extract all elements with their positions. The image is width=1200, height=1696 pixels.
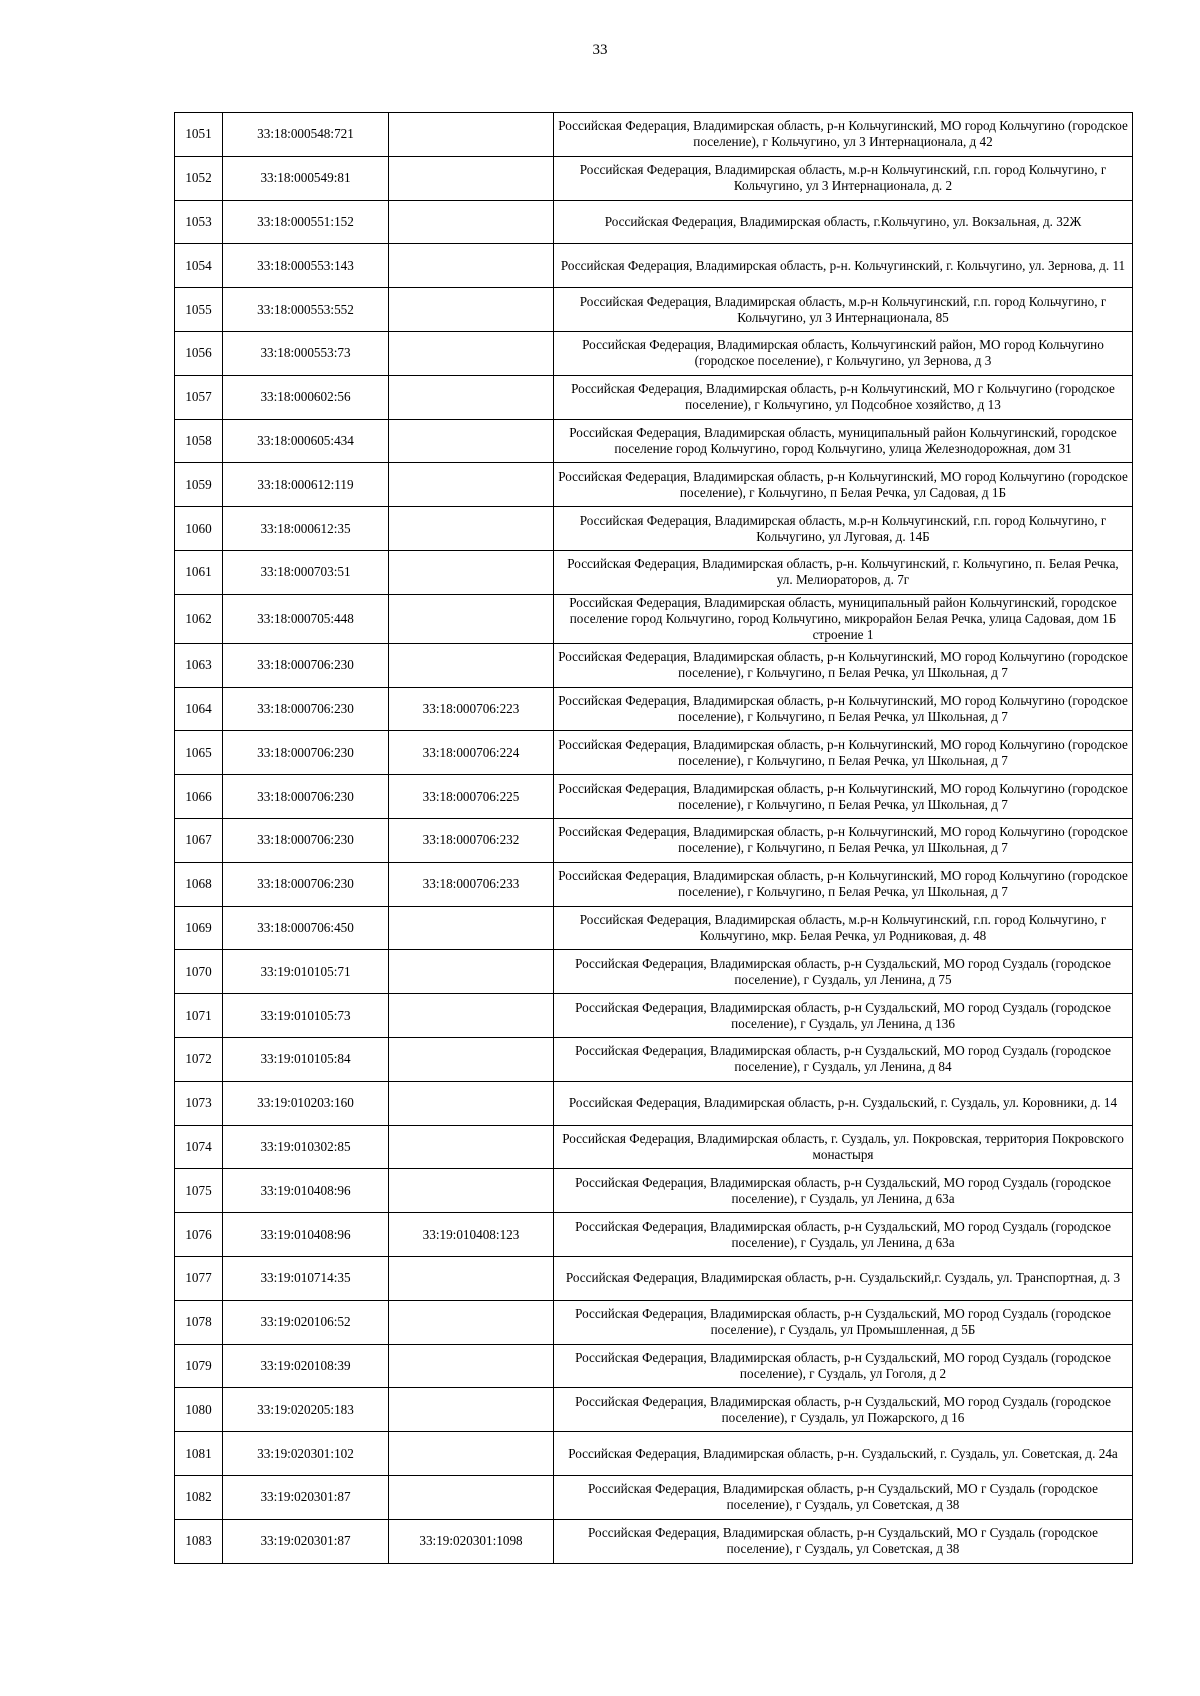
address-cell: Российская Федерация, Владимирская область, м.р-н Кольчугинский, г.п. город Кольчугино, г Кольчугино, мкр. Белая Речка, ул Родниковая, д. 48 bbox=[554, 906, 1133, 950]
cadastral-number-cell: 33:18:000548:721 bbox=[223, 113, 389, 157]
table-row bbox=[175, 113, 1133, 157]
table-row bbox=[175, 1519, 1133, 1563]
table-row bbox=[175, 731, 1133, 775]
registry-table-body bbox=[175, 113, 1133, 1564]
registry-table bbox=[174, 112, 1133, 1564]
table-row bbox=[175, 1256, 1133, 1300]
table-row bbox=[175, 331, 1133, 375]
row-number-cell: 1060 bbox=[175, 507, 223, 551]
address-cell: Российская Федерация, Владимирская область, Кольчугинский район, МО город Кольчугино (городское поселение), г Кольчугино, ул Зернова, д 3 bbox=[554, 331, 1133, 375]
related-cadastral-number-cell bbox=[389, 1475, 554, 1519]
related-cadastral-number-cell bbox=[389, 113, 554, 157]
related-cadastral-number-cell bbox=[389, 994, 554, 1038]
row-number-cell: 1075 bbox=[175, 1169, 223, 1213]
related-cadastral-number-cell: 33:18:000706:232 bbox=[389, 818, 554, 862]
address-cell: Российская Федерация, Владимирская область, р-н. Кольчугинский, г. Кольчугино, п. Белая Речка, ул. Мелиораторов, д. 7г bbox=[554, 550, 1133, 594]
related-cadastral-number-cell: 33:18:000706:224 bbox=[389, 731, 554, 775]
row-number-cell: 1083 bbox=[175, 1519, 223, 1563]
address-cell: Российская Федерация, Владимирская область, р-н Суздальский, МО город Суздаль (городское поселение), г Суздаль, ул Ленина, д 63а bbox=[554, 1169, 1133, 1213]
table-row bbox=[175, 1432, 1133, 1476]
address-cell: Российская Федерация, Владимирская область, м.р-н Кольчугинский, г.п. город Кольчугино, г Кольчугино, ул 3 Интернационала, 85 bbox=[554, 288, 1133, 332]
cadastral-number-cell: 33:18:000551:152 bbox=[223, 200, 389, 244]
related-cadastral-number-cell bbox=[389, 1344, 554, 1388]
address-cell: Российская Федерация, Владимирская область, р-н Суздальский, МО город Суздаль (городское поселение), г Суздаль, ул Промышленная, д 5Б bbox=[554, 1300, 1133, 1344]
related-cadastral-number-cell bbox=[389, 507, 554, 551]
related-cadastral-number-cell bbox=[389, 200, 554, 244]
related-cadastral-number-cell: 33:19:010408:123 bbox=[389, 1213, 554, 1257]
cadastral-number-cell: 33:18:000605:434 bbox=[223, 419, 389, 463]
cadastral-number-cell: 33:19:010105:73 bbox=[223, 994, 389, 1038]
cadastral-number-cell: 33:18:000706:230 bbox=[223, 643, 389, 687]
row-number-cell: 1055 bbox=[175, 288, 223, 332]
cadastral-number-cell: 33:18:000706:450 bbox=[223, 906, 389, 950]
related-cadastral-number-cell bbox=[389, 1388, 554, 1432]
row-number-cell: 1081 bbox=[175, 1432, 223, 1476]
row-number-cell: 1059 bbox=[175, 463, 223, 507]
address-cell: Российская Федерация, Владимирская область, р-н Кольчугинский, МО город Кольчугино (городское поселение), г Кольчугино, п Белая Речка, ул Школьная, д 7 bbox=[554, 643, 1133, 687]
row-number-cell: 1062 bbox=[175, 594, 223, 643]
row-number-cell: 1063 bbox=[175, 643, 223, 687]
related-cadastral-number-cell bbox=[389, 419, 554, 463]
address-cell: Российская Федерация, Владимирская область, р-н Суздальский, МО город Суздаль (городское поселение), г Суздаль, ул Ленина, д 84 bbox=[554, 1037, 1133, 1081]
table-row bbox=[175, 288, 1133, 332]
cadastral-number-cell: 33:18:000706:230 bbox=[223, 862, 389, 906]
address-cell: Российская Федерация, Владимирская область, р-н Суздальский, МО город Суздаль (городское поселение), г Суздаль, ул Пожарского, д 16 bbox=[554, 1388, 1133, 1432]
table-row bbox=[175, 1081, 1133, 1125]
table-row bbox=[175, 594, 1133, 643]
row-number-cell: 1053 bbox=[175, 200, 223, 244]
related-cadastral-number-cell bbox=[389, 1125, 554, 1169]
cadastral-number-cell: 33:19:010203:160 bbox=[223, 1081, 389, 1125]
cadastral-number-cell: 33:18:000612:119 bbox=[223, 463, 389, 507]
table-row bbox=[175, 244, 1133, 288]
row-number-cell: 1051 bbox=[175, 113, 223, 157]
cadastral-number-cell: 33:19:020301:87 bbox=[223, 1475, 389, 1519]
cadastral-number-cell: 33:19:010714:35 bbox=[223, 1256, 389, 1300]
table-row bbox=[175, 375, 1133, 419]
address-cell: Российская Федерация, Владимирская область, р-н. Суздальский, г. Суздаль, ул. Коровники, д. 14 bbox=[554, 1081, 1133, 1125]
address-cell: Российская Федерация, Владимирская область, р-н Кольчугинский, МО город Кольчугино (городское поселение), г Кольчугино, п Белая Речка, ул Садовая, д 1Б bbox=[554, 463, 1133, 507]
address-cell: Российская Федерация, Владимирская область, р-н Кольчугинский, МО город Кольчугино (городское поселение), г Кольчугино, ул 3 Интернационала, д 42 bbox=[554, 113, 1133, 157]
row-number-cell: 1078 bbox=[175, 1300, 223, 1344]
related-cadastral-number-cell bbox=[389, 906, 554, 950]
cadastral-number-cell: 33:18:000706:230 bbox=[223, 775, 389, 819]
cadastral-number-cell: 33:18:000706:230 bbox=[223, 818, 389, 862]
row-number-cell: 1054 bbox=[175, 244, 223, 288]
related-cadastral-number-cell bbox=[389, 550, 554, 594]
address-cell: Российская Федерация, Владимирская область, р-н Кольчугинский, МО город Кольчугино (городское поселение), г Кольчугино, п Белая Речка, ул Школьная, д 7 bbox=[554, 687, 1133, 731]
cadastral-number-cell: 33:18:000706:230 bbox=[223, 731, 389, 775]
table-row bbox=[175, 1475, 1133, 1519]
related-cadastral-number-cell bbox=[389, 1169, 554, 1213]
cadastral-number-cell: 33:19:020108:39 bbox=[223, 1344, 389, 1388]
table-row bbox=[175, 994, 1133, 1038]
cadastral-number-cell: 33:18:000705:448 bbox=[223, 594, 389, 643]
related-cadastral-number-cell: 33:18:000706:223 bbox=[389, 687, 554, 731]
table-row bbox=[175, 419, 1133, 463]
cadastral-number-cell: 33:19:010408:96 bbox=[223, 1213, 389, 1257]
table-row bbox=[175, 1213, 1133, 1257]
address-cell: Российская Федерация, Владимирская область, р-н. Суздальский, г. Суздаль, ул. Советская, д. 24а bbox=[554, 1432, 1133, 1476]
table-row bbox=[175, 1037, 1133, 1081]
table-row bbox=[175, 463, 1133, 507]
related-cadastral-number-cell bbox=[389, 375, 554, 419]
row-number-cell: 1052 bbox=[175, 156, 223, 200]
cadastral-number-cell: 33:19:020301:87 bbox=[223, 1519, 389, 1563]
row-number-cell: 1079 bbox=[175, 1344, 223, 1388]
cadastral-number-cell: 33:18:000602:56 bbox=[223, 375, 389, 419]
related-cadastral-number-cell: 33:19:020301:1098 bbox=[389, 1519, 554, 1563]
related-cadastral-number-cell bbox=[389, 244, 554, 288]
row-number-cell: 1056 bbox=[175, 331, 223, 375]
table-row bbox=[175, 775, 1133, 819]
table-row bbox=[175, 1388, 1133, 1432]
cadastral-number-cell: 33:18:000612:35 bbox=[223, 507, 389, 551]
address-cell: Российская Федерация, Владимирская область, р-н Суздальский, МО г Суздаль (городское поселение), г Суздаль, ул Советская, д 38 bbox=[554, 1475, 1133, 1519]
address-cell: Российская Федерация, Владимирская область, р-н Суздальский, МО город Суздаль (городское поселение), г Суздаль, ул Ленина, д 63а bbox=[554, 1213, 1133, 1257]
row-number-cell: 1082 bbox=[175, 1475, 223, 1519]
row-number-cell: 1068 bbox=[175, 862, 223, 906]
related-cadastral-number-cell bbox=[389, 1432, 554, 1476]
table-row bbox=[175, 687, 1133, 731]
related-cadastral-number-cell bbox=[389, 1081, 554, 1125]
row-number-cell: 1066 bbox=[175, 775, 223, 819]
row-number-cell: 1071 bbox=[175, 994, 223, 1038]
related-cadastral-number-cell bbox=[389, 331, 554, 375]
address-cell: Российская Федерация, Владимирская область, р-н. Суздальский,г. Суздаль, ул. Транспортная, д. 3 bbox=[554, 1256, 1133, 1300]
cadastral-number-cell: 33:19:010105:84 bbox=[223, 1037, 389, 1081]
related-cadastral-number-cell bbox=[389, 288, 554, 332]
cadastral-number-cell: 33:19:020301:102 bbox=[223, 1432, 389, 1476]
address-cell: Российская Федерация, Владимирская область, г.Кольчугино, ул. Вокзальная, д. 32Ж bbox=[554, 200, 1133, 244]
cadastral-number-cell: 33:19:010302:85 bbox=[223, 1125, 389, 1169]
cadastral-number-cell: 33:18:000703:51 bbox=[223, 550, 389, 594]
address-cell: Российская Федерация, Владимирская область, р-н Суздальский, МО город Суздаль (городское поселение), г Суздаль, ул Гоголя, д 2 bbox=[554, 1344, 1133, 1388]
address-cell: Российская Федерация, Владимирская область, м.р-н Кольчугинский, г.п. город Кольчугино, г Кольчугино, ул Луговая, д. 14Б bbox=[554, 507, 1133, 551]
related-cadastral-number-cell bbox=[389, 1037, 554, 1081]
row-number-cell: 1076 bbox=[175, 1213, 223, 1257]
related-cadastral-number-cell bbox=[389, 643, 554, 687]
row-number-cell: 1070 bbox=[175, 950, 223, 994]
table-row bbox=[175, 1125, 1133, 1169]
table-row bbox=[175, 818, 1133, 862]
cadastral-number-cell: 33:18:000553:73 bbox=[223, 331, 389, 375]
address-cell: Российская Федерация, Владимирская область, р-н Суздальский, МО город Суздаль (городское поселение), г Суздаль, ул Ленина, д 136 bbox=[554, 994, 1133, 1038]
address-cell: Российская Федерация, Владимирская область, р-н Кольчугинский, МО город Кольчугино (городское поселение), г Кольчугино, п Белая Речка, ул Школьная, д 7 bbox=[554, 818, 1133, 862]
row-number-cell: 1077 bbox=[175, 1256, 223, 1300]
table-row bbox=[175, 643, 1133, 687]
row-number-cell: 1080 bbox=[175, 1388, 223, 1432]
address-cell: Российская Федерация, Владимирская область, р-н. Кольчугинский, г. Кольчугино, ул. Зернова, д. 11 bbox=[554, 244, 1133, 288]
row-number-cell: 1074 bbox=[175, 1125, 223, 1169]
address-cell: Российская Федерация, Владимирская область, муниципальный район Кольчугинский, городское поселение город Кольчугино, город Кольчугино, улица Железнодорожная, дом 31 bbox=[554, 419, 1133, 463]
address-cell: Российская Федерация, Владимирская область, р-н Кольчугинский, МО город Кольчугино (городское поселение), г Кольчугино, п Белая Речка, ул Школьная, д 7 bbox=[554, 862, 1133, 906]
table-row bbox=[175, 906, 1133, 950]
table-row bbox=[175, 156, 1133, 200]
address-cell: Российская Федерация, Владимирская область, р-н Суздальский, МО г Суздаль (городское поселение), г Суздаль, ул Советская, д 38 bbox=[554, 1519, 1133, 1563]
cadastral-number-cell: 33:18:000549:81 bbox=[223, 156, 389, 200]
table-row bbox=[175, 550, 1133, 594]
related-cadastral-number-cell: 33:18:000706:233 bbox=[389, 862, 554, 906]
cadastral-number-cell: 33:19:020205:183 bbox=[223, 1388, 389, 1432]
table-row bbox=[175, 200, 1133, 244]
page-number: 33 bbox=[592, 42, 608, 58]
address-cell: Российская Федерация, Владимирская область, р-н Кольчугинский, МО город Кольчугино (городское поселение), г Кольчугино, п Белая Речка, ул Школьная, д 7 bbox=[554, 775, 1133, 819]
related-cadastral-number-cell: 33:18:000706:225 bbox=[389, 775, 554, 819]
row-number-cell: 1073 bbox=[175, 1081, 223, 1125]
row-number-cell: 1065 bbox=[175, 731, 223, 775]
row-number-cell: 1067 bbox=[175, 818, 223, 862]
address-cell: Российская Федерация, Владимирская область, р-н Суздальский, МО город Суздаль (городское поселение), г Суздаль, ул Ленина, д 75 bbox=[554, 950, 1133, 994]
table-row bbox=[175, 1169, 1133, 1213]
row-number-cell: 1057 bbox=[175, 375, 223, 419]
table-row bbox=[175, 862, 1133, 906]
address-cell: Российская Федерация, Владимирская область, г. Суздаль, ул. Покровская, территория Покровского монастыря bbox=[554, 1125, 1133, 1169]
row-number-cell: 1061 bbox=[175, 550, 223, 594]
cadastral-number-cell: 33:19:010105:71 bbox=[223, 950, 389, 994]
cadastral-number-cell: 33:18:000553:552 bbox=[223, 288, 389, 332]
address-cell: Российская Федерация, Владимирская область, р-н Кольчугинский, МО г Кольчугино (городское поселение), г Кольчугино, ул Подсобное хозяйство, д 13 bbox=[554, 375, 1133, 419]
cadastral-number-cell: 33:19:020106:52 bbox=[223, 1300, 389, 1344]
related-cadastral-number-cell bbox=[389, 594, 554, 643]
row-number-cell: 1058 bbox=[175, 419, 223, 463]
related-cadastral-number-cell bbox=[389, 950, 554, 994]
table-row bbox=[175, 1344, 1133, 1388]
table-row bbox=[175, 1300, 1133, 1344]
row-number-cell: 1064 bbox=[175, 687, 223, 731]
related-cadastral-number-cell bbox=[389, 463, 554, 507]
related-cadastral-number-cell bbox=[389, 1300, 554, 1344]
cadastral-number-cell: 33:19:010408:96 bbox=[223, 1169, 389, 1213]
address-cell: Российская Федерация, Владимирская область, муниципальный район Кольчугинский, городское поселение город Кольчугино, город Кольчугино, микрорайон Белая Речка, улица Садовая, дом 1Б строение 1 bbox=[554, 594, 1133, 643]
row-number-cell: 1069 bbox=[175, 906, 223, 950]
table-row bbox=[175, 950, 1133, 994]
related-cadastral-number-cell bbox=[389, 156, 554, 200]
row-number-cell: 1072 bbox=[175, 1037, 223, 1081]
related-cadastral-number-cell bbox=[389, 1256, 554, 1300]
address-cell: Российская Федерация, Владимирская область, р-н Кольчугинский, МО город Кольчугино (городское поселение), г Кольчугино, п Белая Речка, ул Школьная, д 7 bbox=[554, 731, 1133, 775]
cadastral-number-cell: 33:18:000553:143 bbox=[223, 244, 389, 288]
cadastral-number-cell: 33:18:000706:230 bbox=[223, 687, 389, 731]
address-cell: Российская Федерация, Владимирская область, м.р-н Кольчугинский, г.п. город Кольчугино, г Кольчугино, ул 3 Интернационала, д. 2 bbox=[554, 156, 1133, 200]
table-row bbox=[175, 507, 1133, 551]
